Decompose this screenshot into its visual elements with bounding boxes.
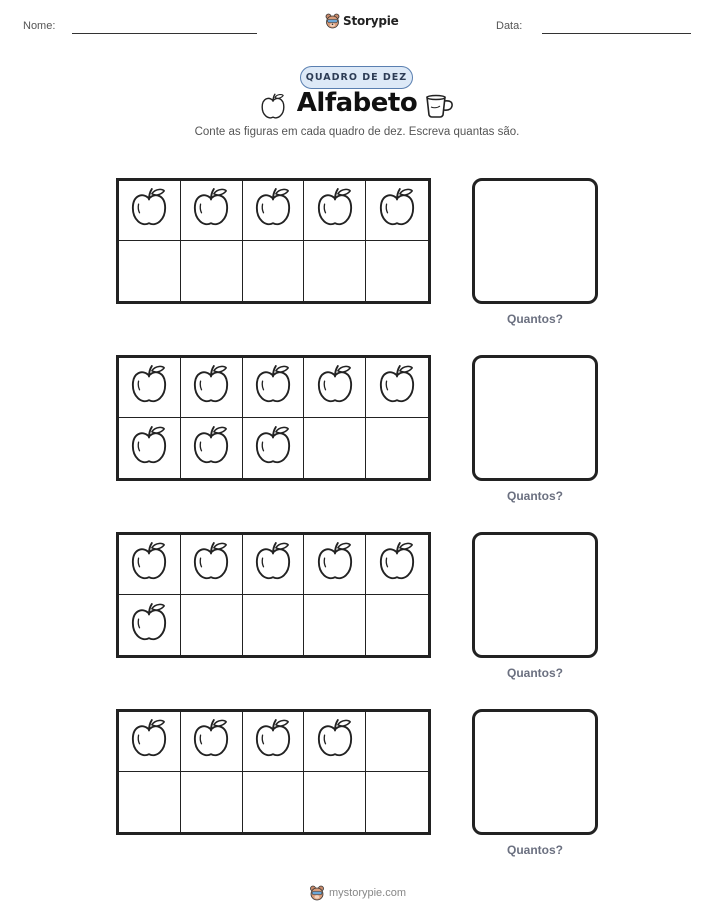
ten-frame-cell [243,535,305,595]
apple-icon [192,425,230,472]
ten-frame-3 [116,532,431,658]
ten-frame-cell [181,712,243,772]
mug-icon [424,93,456,124]
answer-prompt-4: Quantos? [507,843,563,857]
apple-icon [254,187,292,234]
apple-icon [130,718,168,765]
apple-icon [192,718,230,765]
ten-frame-cell [243,181,305,241]
footer [309,885,406,901]
answer-prompt-1: Quantos? [507,312,563,326]
instructions: Conte as figuras em cada quadro de dez. Escreva quantas são. [194,126,520,138]
apple-icon [316,187,354,234]
ten-frame-2 [116,355,431,481]
ten-frame-cell [119,418,181,478]
answer-prompt-2: Quantos? [507,489,563,503]
ten-frame-cell [181,241,243,301]
ten-frame-4 [116,709,431,835]
name-line[interactable] [72,33,257,34]
answer-prompt-3: Quantos? [507,666,563,680]
ten-frame-cell [366,358,428,418]
name-label: Nome: [23,20,56,32]
apple-icon [192,364,230,411]
ten-frame-cell [366,181,428,241]
footer-url[interactable]: mystorypie.com [329,887,407,899]
answer-box-1[interactable] [472,178,598,304]
apple-icon [378,364,416,411]
apple-icon [192,541,230,588]
apple-icon [316,718,354,765]
ten-frame-cell [119,712,181,772]
ten-frame-cell [119,181,181,241]
ten-frame-grid [119,358,428,478]
brand-name: Storypie [343,14,399,28]
ten-frame-cell [243,772,305,832]
apple-icon [378,541,416,588]
ten-frame-cell [366,712,428,772]
ten-frame-cell [181,535,243,595]
ten-frame-cell [119,535,181,595]
date-label: Data: [496,20,523,32]
ten-frame-cell [304,418,366,478]
answer-box-4[interactable] [472,709,598,835]
answer-box-3[interactable] [472,532,598,658]
ten-frame-cell [304,241,366,301]
ten-frame-cell [243,241,305,301]
apple-icon [378,187,416,234]
apple-icon [254,425,292,472]
ten-frame-cell [304,595,366,655]
apple-icon [130,425,168,472]
apple-icon [316,541,354,588]
apple-icon [254,364,292,411]
ten-frame-cell [304,181,366,241]
ten-frame-cell [243,712,305,772]
ten-frame-grid [119,712,428,832]
apple-icon [260,93,286,126]
date-line[interactable] [542,33,691,34]
worksheet-type-badge: QUADRO DE DEZ [300,66,413,89]
apple-icon [130,602,168,649]
apple-icon [130,187,168,234]
ten-frame-cell [304,712,366,772]
ten-frame-1 [116,178,431,304]
ten-frame-cell [181,772,243,832]
ten-frame-cell [181,358,243,418]
apple-icon [192,187,230,234]
page-title: Alfabeto [296,88,418,118]
apple-icon [316,364,354,411]
apple-icon [130,541,168,588]
ten-frame-cell [119,241,181,301]
ten-frame-cell [243,358,305,418]
ten-frame-cell [366,595,428,655]
apple-icon [254,541,292,588]
ten-frame-cell [366,772,428,832]
apple-icon [254,718,292,765]
ten-frame-cell [181,595,243,655]
ten-frame-grid [119,535,428,655]
ten-frame-cell [366,418,428,478]
bear-icon [325,13,340,29]
ten-frame-cell [181,181,243,241]
bear-icon [309,885,325,901]
brand-logo [325,13,399,29]
ten-frame-cell [243,418,305,478]
ten-frame-cell [304,535,366,595]
ten-frame-cell [119,595,181,655]
ten-frame-cell [119,358,181,418]
ten-frame-cell [181,418,243,478]
ten-frame-cell [304,358,366,418]
ten-frame-cell [119,772,181,832]
ten-frame-cell [243,595,305,655]
apple-icon [130,364,168,411]
ten-frame-cell [366,241,428,301]
ten-frame-grid [119,181,428,301]
answer-box-2[interactable] [472,355,598,481]
ten-frame-cell [366,535,428,595]
ten-frame-cell [304,772,366,832]
